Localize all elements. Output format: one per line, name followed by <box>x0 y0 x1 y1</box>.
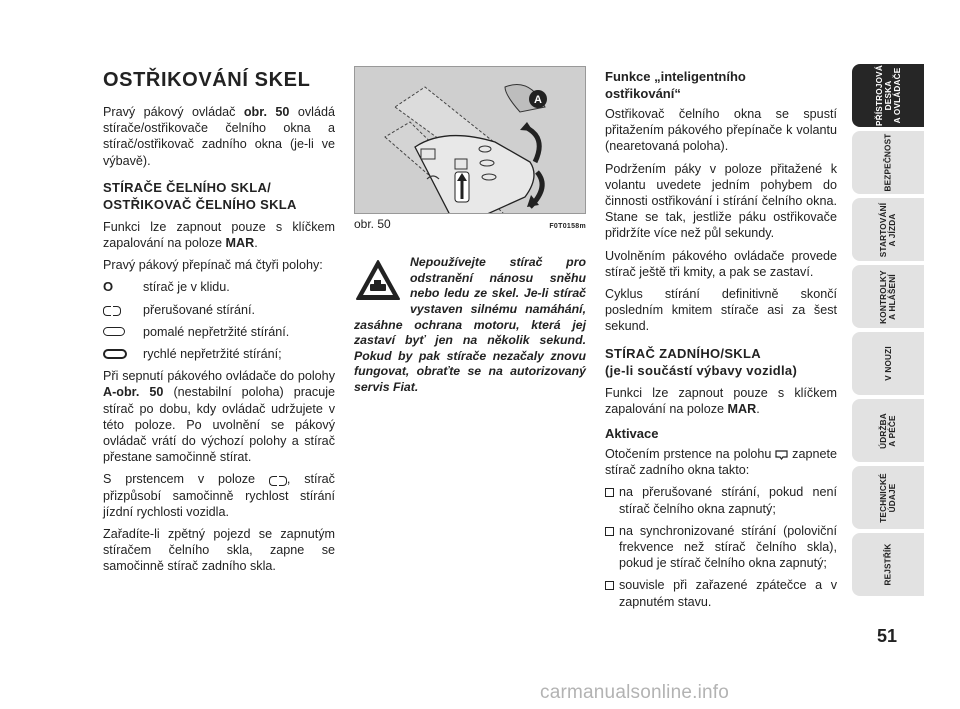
activation-list <box>605 484 837 609</box>
paragraph-position-a: Při sepnutí pákového ovládače do polohy A-obr. 50 (nestabilní poloha) pracuje stírač po dobu, kdy ovládač udržujete v této poloze. Po uvolnění se pákový ovládač vrátí do výchozí polohy a stírač přestane samočinně stírat. <box>103 369 335 465</box>
warning-text: Nepoužívejte stírač pro odstranění nánosu sněhu nebo ledu ze skel. Je-li stírač vystaven silnému namáhání, zasáhne ochrana motoru, která jej zastaví byť jen na několik sekund. Pokud by pak stírače nezačaly znovu fungovat, obraťte se na autorizovaný servis Fiat. <box>354 255 586 394</box>
figure-caption: obr. 50 F0T0158m <box>354 216 586 235</box>
paragraph-smart-3: Uvolněním pákového ovládače provede stírač ještě tři kmity, a pak se zastaví. <box>605 248 837 279</box>
paragraph-smart-1: Ostřikovač čelního okna se spustí přitažením pákového přepínače k volantu (nearetovaná poloha). <box>605 107 837 154</box>
list-item: na synchronizované stírání (poloviční frekvence než stírač čelního skla), pokud je stírač čelního okna zapnutý; <box>605 523 837 572</box>
heading-smart-washing: Funkce „inteligentního ostřikování“ <box>605 69 746 101</box>
warning-box <box>354 255 586 395</box>
slow-wipe-icon <box>103 327 125 336</box>
checkbox-bullet-icon <box>605 581 614 590</box>
checkbox-bullet-icon <box>605 488 614 497</box>
off-symbol: O <box>103 279 114 295</box>
watermark: carmanualsonline.info <box>540 682 730 703</box>
intermittent-wipe-icon <box>269 476 287 484</box>
position-intermittent: přerušované stírání. <box>103 302 335 318</box>
intro-paragraph: Pravý pákový ovládač obr. 50 ovládá stírače/ostřikovače čelního okna a stírač/ostřikovač zadního okna (je-li ve výbavě). <box>103 105 335 168</box>
paragraph-rear-ignition: Funkci lze zapnout pouze s klíčkem zapalování na poloze MAR. <box>605 385 837 416</box>
list-item: na přerušované stírání, pokud není stírač čelního okna zapnutý; <box>605 484 837 516</box>
tab-starting-driving[interactable]: STARTOVÁNÍ A JÍZDA <box>852 198 924 261</box>
paragraph-activation: Otočením prstence na polohu zapnete stírač zadního okna takto: <box>605 447 837 478</box>
warning-triangle-icon <box>354 257 402 303</box>
paragraph-smart-4: Cyklus stírání definitivně skončí posledním kmitem stírače asi za šest sekund. <box>605 287 837 334</box>
tab-technical-data[interactable]: TECHNICKÉ ÚDAJE <box>852 466 924 529</box>
tab-dashboard-controls[interactable]: PŘÍSTROJOVÁ DESKA A OVLÁDAČE <box>852 64 924 127</box>
rear-wiper-icon <box>775 450 788 460</box>
tab-maintenance[interactable]: ÚDRŽBA A PÉČE <box>852 399 924 462</box>
chapter-sidebar <box>852 64 924 600</box>
list-item: souvisle při zařazené zpátečce a v zapnutém stavu. <box>605 577 837 609</box>
paragraph-reverse: Zařadíte-li zpětný pojezd se zapnutým stíračem čelního skla, zapne se samočinně stírač zadního skla. <box>103 527 335 574</box>
intermittent-wipe-icon <box>103 306 121 314</box>
column-left <box>103 68 335 581</box>
heading-activation: Aktivace <box>605 426 659 442</box>
heading-rear-wiper: STÍRAČ ZADNÍHO/SKLA (je-li součástí výbavy vozidla) <box>605 345 798 378</box>
tab-emergency[interactable]: V NOUZI <box>852 332 924 395</box>
paragraph-ignition: Funkci lze zapnout pouze s klíčkem zapalování na poloze MAR. <box>103 219 335 251</box>
position-fast: rychlé nepřetržité stírání; <box>103 346 335 362</box>
figure-label-a: A <box>534 94 542 106</box>
page-number: 51 <box>876 626 898 646</box>
figure-reference: obr. 50 <box>243 105 290 119</box>
wiper-stalk-figure <box>354 66 586 214</box>
heading-windscreen-wipers: STÍRAČE ČELNÍHO SKLA/ OSTŘIKOVAČ ČELNÍHO SKLA <box>103 179 297 212</box>
paragraph-ring-interval: S prstencem v poloze , stírač přizpůsobí samočinně rychlost stírání jízdní rychlosti vozidla. <box>103 472 335 519</box>
tab-warning-lights[interactable]: KONTROLKY A HLÁŠENÍ <box>852 265 924 328</box>
column-middle <box>354 66 586 396</box>
checkbox-bullet-icon <box>605 527 614 536</box>
position-off: O stírač je v klidu. <box>103 279 230 295</box>
wiper-stalk-illustration <box>355 67 586 214</box>
tab-safety[interactable]: BEZPEČNOST <box>852 131 924 194</box>
paragraph-smart-2: Podržením páky v poloze přitažené k volantu uvedete jedním pohybem do činnosti ostřikování i stírání čelního okna. Stane se tak, jestliže páku ostřikovače přidržíte více než půl sekundy. <box>605 161 837 241</box>
column-right <box>605 68 837 616</box>
paragraph-positions: Pravý pákový přepínač má čtyři polohy: <box>103 258 323 273</box>
section-title: OSTŘIKOVÁNÍ SKEL <box>103 69 311 91</box>
position-slow: pomalé nepřetržité stírání. <box>103 324 335 340</box>
figure-code: F0T0158m <box>549 223 586 230</box>
tab-index[interactable]: REJSTŘÍK <box>852 533 924 596</box>
fast-wipe-icon <box>103 349 127 359</box>
